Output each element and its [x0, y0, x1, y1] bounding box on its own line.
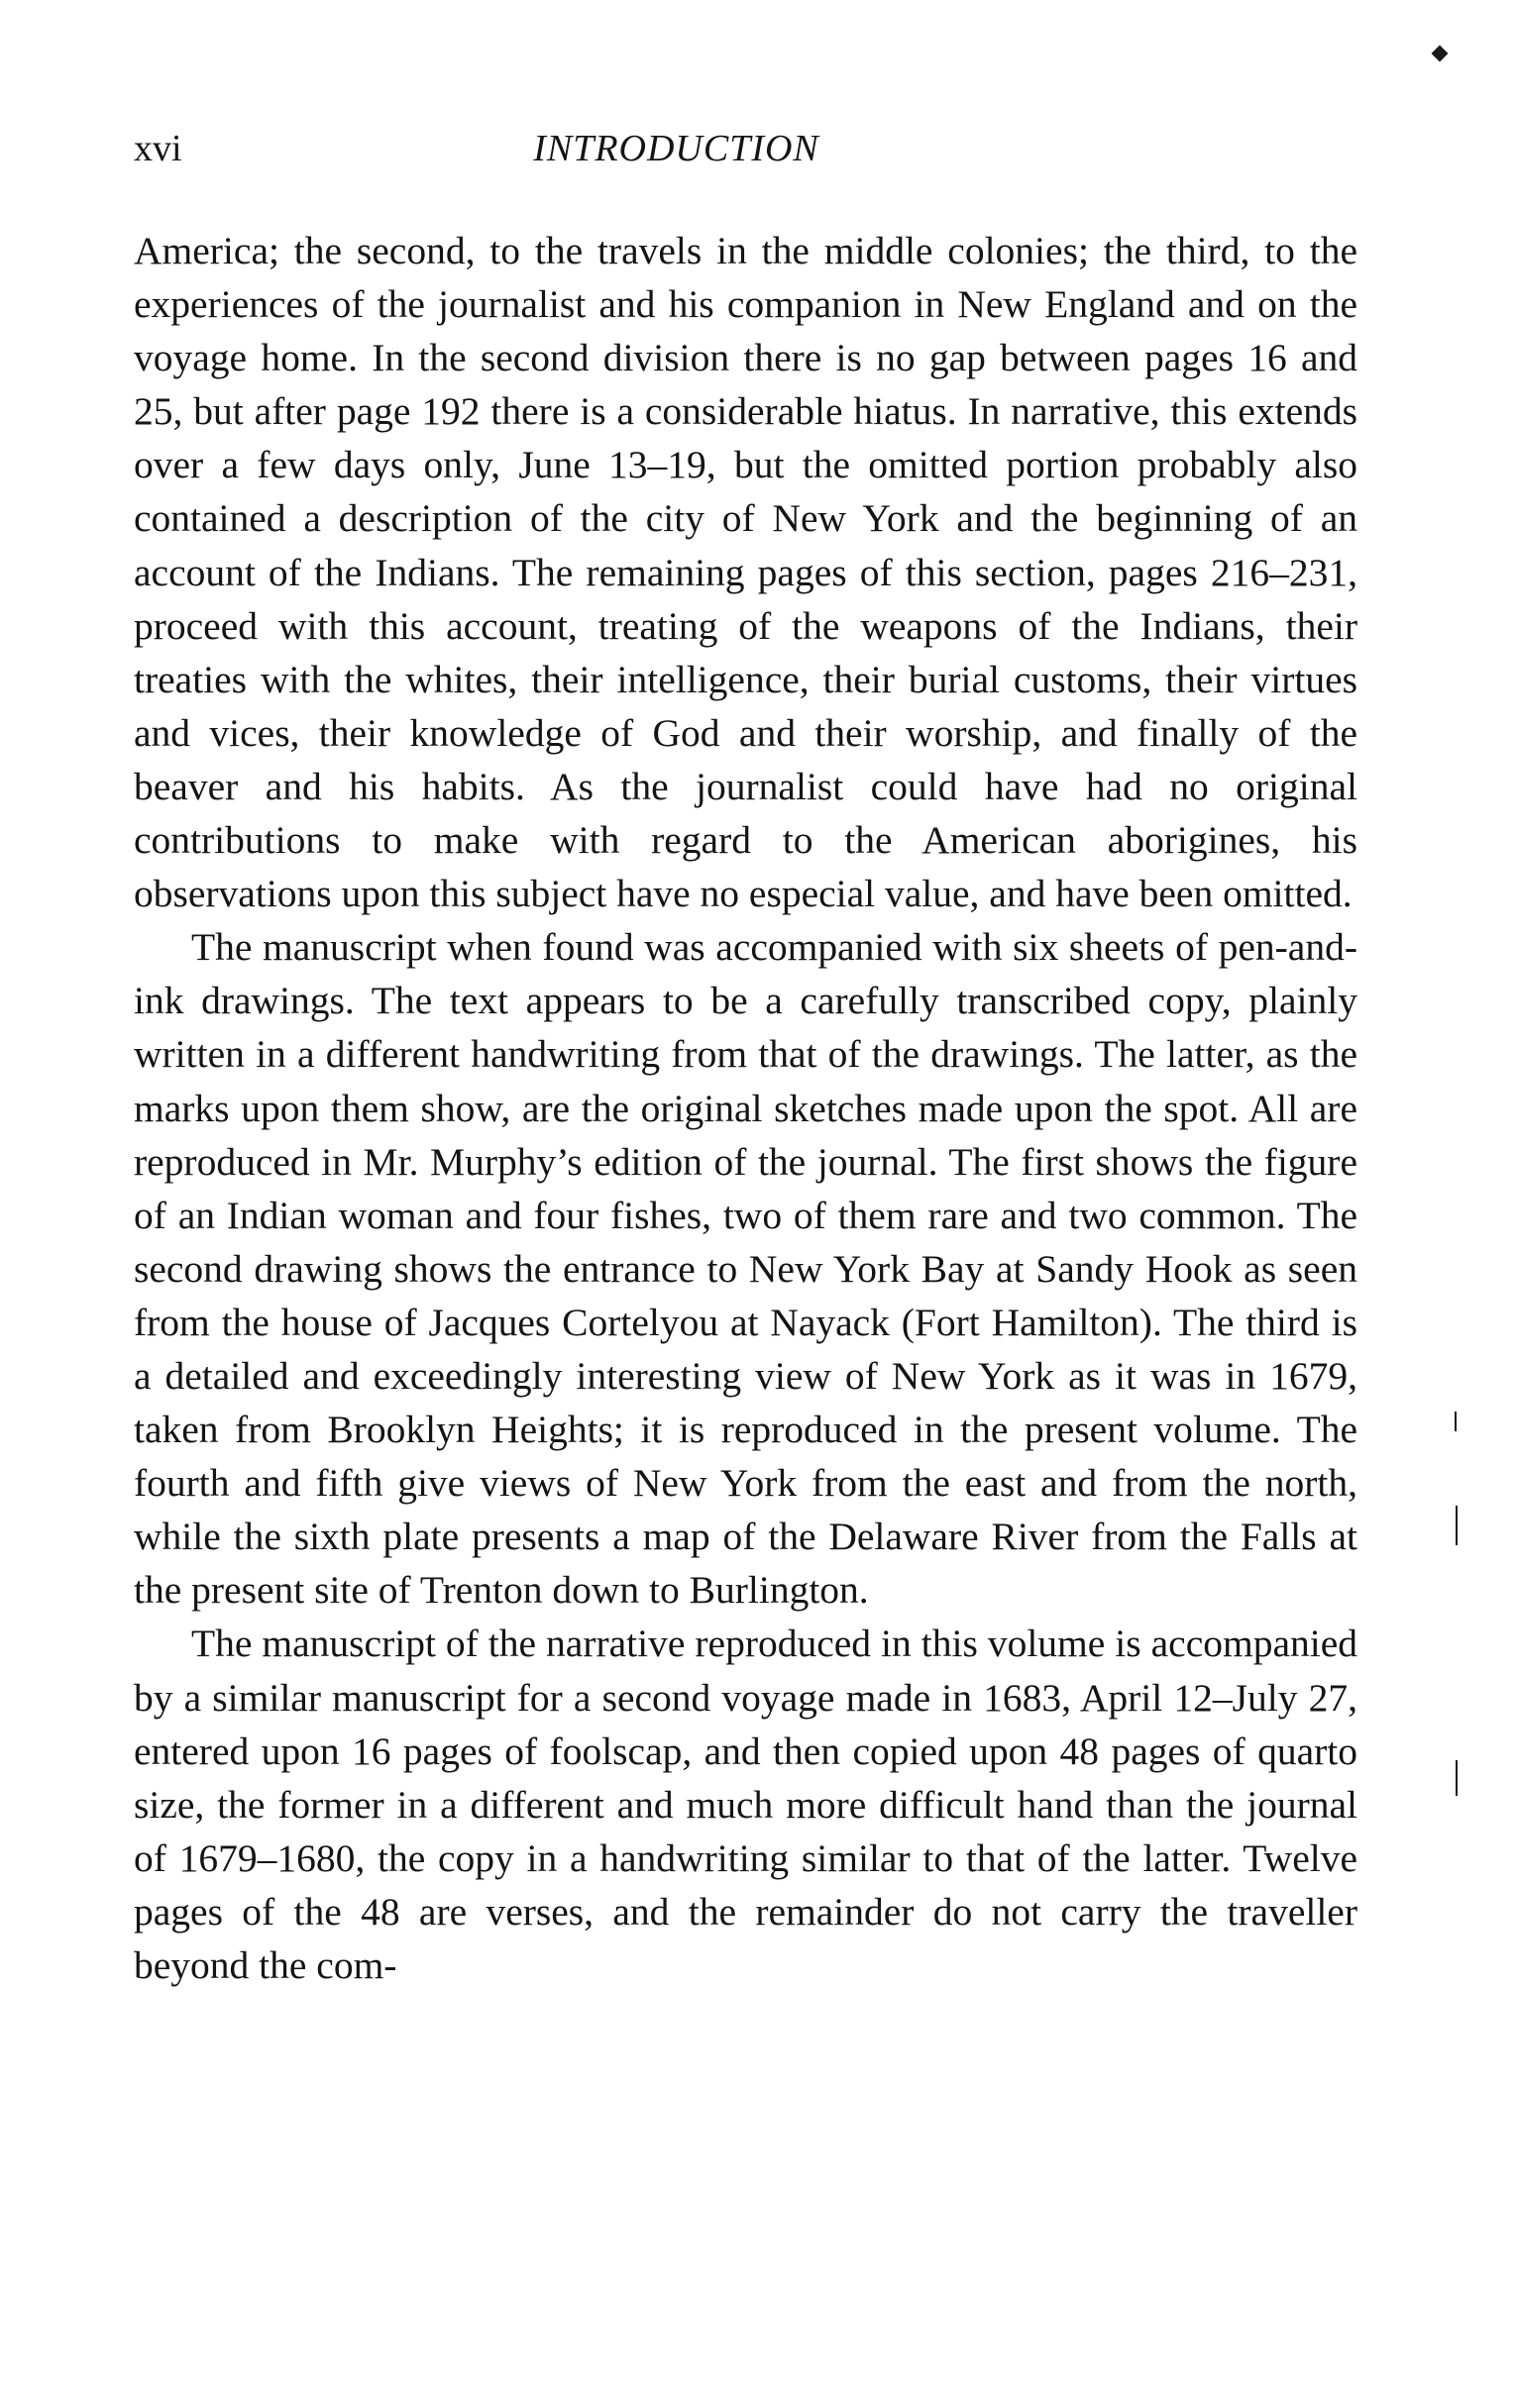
paragraph-2: The manuscript when found was accompanied with six sheets of pen-and-ink drawings. The text appears to be a carefully transcribed copy, plainly written in a different handwriting from that of the drawings. The latter, as the marks upon them show, are the original sketches made upon the spot. All are reproduced in Mr. Murphy’s edition of the journal. The first shows the figure of an Indian woman and four fishes, two of them rare and two common. The second drawing shows the entrance to New York Bay at Sandy Hook as seen from the house of Jacques Cortelyou at Nayack (Fort Hamilton). The third is a detailed and exceedingly interesting view of New York as it was in 1679, taken from Brooklyn Heights; it is reproduced in the present volume. The fourth and fifth give views of New York from the east and from the north, while the sixth plate presents a map of the Delaware River from the Falls at the present site of Trenton down to Burlington.	[134, 925, 1357, 1613]
corner-scan-mark	[1432, 46, 1449, 62]
paragraph-3: The manuscript of the narrative reproduced in this volume is accompanied by a similar manuscript for a second voyage made in 1683, April 12–July 27, entered upon 16 pages of foolscap, and then copied upon 48 pages of quarto size, the former in a different and much more difficult hand than the journal of 1679–1680, the copy in a handwriting similar to that of the latter. Twelve pages of the 48 are verses, and the remainder do not carry the traveller beyond the com-	[134, 1622, 1357, 1987]
running-title: INTRODUCTION	[533, 128, 819, 169]
page-header	[134, 119, 1357, 178]
margin-scan-mark	[1456, 1760, 1458, 1796]
page-number: xvi	[134, 128, 182, 169]
paragraph-1: America; the second, to the travels in the middle colonies; the third, to the experiences of the journalist and his companion in New England and on the voyage home. In the second division there is no gap between pages 16 and 25, but after page 192 there is a considerable hiatus. In narrative, this extends over a few days only, June 13–19, but the omitted portion probably also contained a description of the city of New York and the beginning of an account of the Indians. The remaining pages of this section, pages 216–231, proceed with this account, treating of the weapons of the Indians, their treaties with the whites, their intelligence, their burial customs, their virtues and vices, their knowledge of God and their worship, and finally of the beaver and his habits. As the journalist could have had no original contributions to make with regard to the American aborigines, his observations upon this subject have no especial value, and have been omitted.	[134, 229, 1357, 916]
margin-scan-mark	[1455, 1412, 1457, 1431]
book-page	[134, 119, 1357, 1992]
body-text	[134, 224, 1357, 1992]
margin-scan-mark	[1456, 1506, 1458, 1545]
